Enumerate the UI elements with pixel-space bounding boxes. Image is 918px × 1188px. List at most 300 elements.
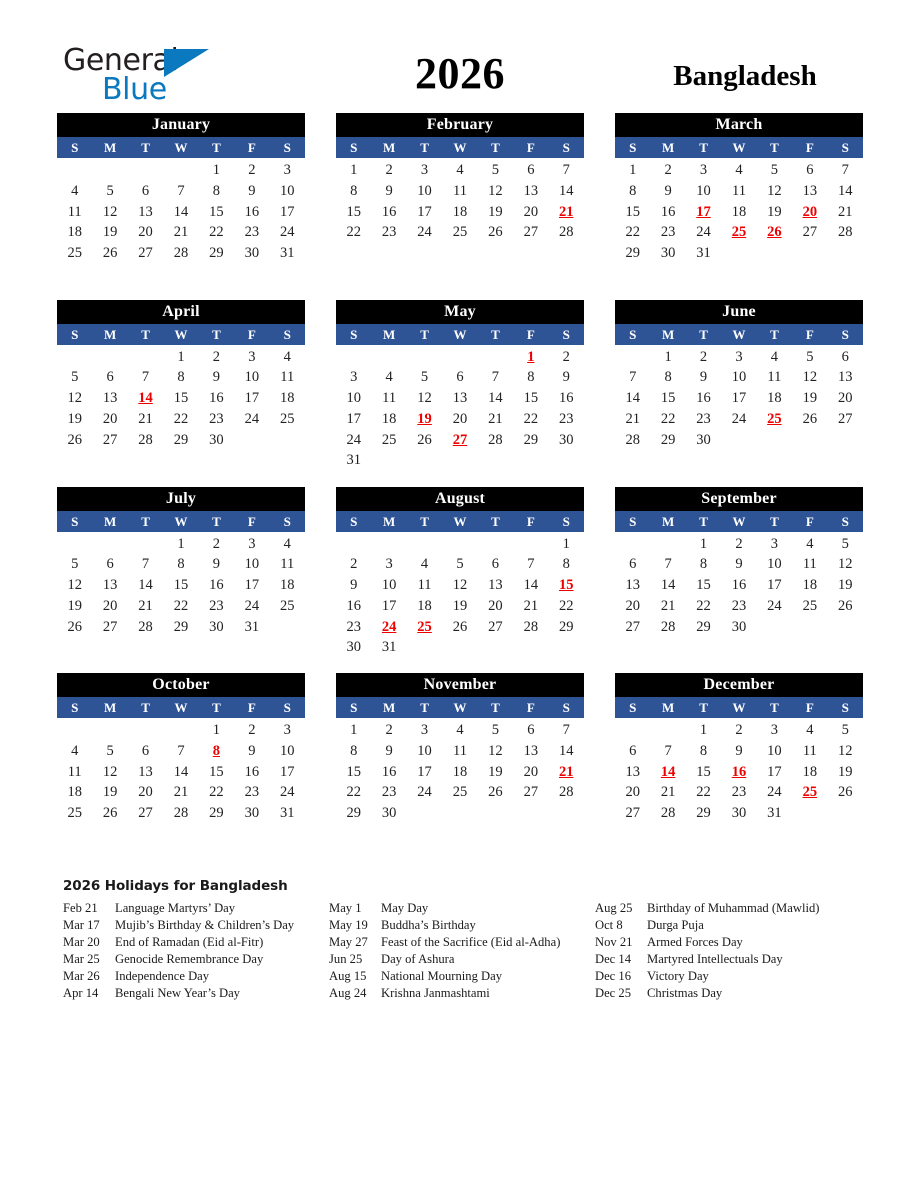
day-cell[interactable]: 10 xyxy=(279,742,295,759)
day-cell[interactable]: 18 xyxy=(67,224,82,241)
day-cell[interactable]: 22 xyxy=(346,224,361,241)
day-cell[interactable]: 28 xyxy=(138,618,153,635)
day-cell[interactable]: 21 xyxy=(660,784,676,801)
day-cell[interactable]: 26 xyxy=(837,784,853,801)
day-cell[interactable]: 5 xyxy=(806,348,814,365)
day-cell[interactable]: 12 xyxy=(67,577,82,594)
day-cell[interactable]: 17 xyxy=(417,763,432,780)
day-cell[interactable]: 5 xyxy=(491,722,500,738)
day-cell[interactable]: 14 xyxy=(558,742,574,759)
day-cell[interactable]: 6 xyxy=(527,162,535,178)
day-cell[interactable]: 11 xyxy=(452,182,467,199)
day-cell[interactable]: 17 xyxy=(767,577,782,594)
day-cell-holiday[interactable]: 25 xyxy=(731,224,747,241)
day-cell[interactable]: 28 xyxy=(138,431,153,448)
day-cell[interactable]: 4 xyxy=(806,722,814,738)
day-cell[interactable]: 8 xyxy=(350,742,358,759)
day-cell[interactable]: 15 xyxy=(523,390,539,407)
day-cell[interactable]: 15 xyxy=(173,577,189,594)
day-cell[interactable]: 2 xyxy=(664,162,672,178)
day-cell[interactable]: 24 xyxy=(731,410,747,427)
day-cell[interactable]: 27 xyxy=(625,618,640,635)
day-cell[interactable]: 18 xyxy=(279,577,295,594)
day-cell[interactable]: 30 xyxy=(381,805,397,822)
day-cell[interactable]: 9 xyxy=(350,577,358,594)
day-cell[interactable]: 22 xyxy=(558,597,574,614)
day-cell[interactable]: 10 xyxy=(767,742,782,759)
day-cell[interactable]: 11 xyxy=(802,742,817,759)
day-cell[interactable]: 17 xyxy=(417,203,432,220)
day-cell[interactable]: 14 xyxy=(523,577,539,594)
day-cell[interactable]: 4 xyxy=(385,369,393,386)
day-cell[interactable]: 26 xyxy=(837,597,853,614)
day-cell[interactable]: 9 xyxy=(212,556,221,573)
day-cell[interactable]: 4 xyxy=(770,348,779,365)
day-cell[interactable]: 4 xyxy=(456,722,464,738)
day-cell[interactable]: 9 xyxy=(248,742,256,759)
day-cell[interactable]: 29 xyxy=(696,805,711,822)
day-cell[interactable]: 30 xyxy=(209,618,224,635)
day-cell[interactable]: 16 xyxy=(696,390,711,407)
day-cell[interactable]: 1 xyxy=(699,535,708,552)
day-cell[interactable]: 31 xyxy=(696,245,711,262)
day-cell[interactable]: 11 xyxy=(767,369,782,386)
day-cell[interactable]: 11 xyxy=(802,556,817,573)
day-cell[interactable]: 3 xyxy=(420,722,429,738)
day-cell[interactable]: 31 xyxy=(346,452,361,469)
day-cell[interactable]: 28 xyxy=(173,245,189,262)
day-cell[interactable]: 6 xyxy=(527,722,535,738)
day-cell[interactable]: 13 xyxy=(625,763,640,780)
day-cell[interactable]: 22 xyxy=(346,784,361,801)
day-cell[interactable]: 28 xyxy=(660,805,676,822)
day-cell[interactable]: 6 xyxy=(106,556,114,573)
day-cell[interactable]: 16 xyxy=(558,390,574,407)
day-cell[interactable]: 5 xyxy=(106,182,114,199)
day-cell[interactable]: 13 xyxy=(138,763,153,780)
day-cell[interactable]: 2 xyxy=(562,348,570,365)
day-cell[interactable]: 13 xyxy=(488,577,503,594)
day-cell[interactable]: 13 xyxy=(837,369,853,386)
day-cell[interactable]: 31 xyxy=(279,805,295,822)
day-cell[interactable]: 30 xyxy=(346,639,361,656)
day-cell[interactable]: 7 xyxy=(562,162,570,178)
day-cell[interactable]: 3 xyxy=(385,556,393,573)
day-cell[interactable]: 13 xyxy=(102,577,118,594)
day-cell-holiday[interactable]: 20 xyxy=(802,203,818,220)
day-cell[interactable]: 8 xyxy=(177,556,185,573)
day-cell[interactable]: 18 xyxy=(731,203,747,220)
day-cell[interactable]: 4 xyxy=(71,182,79,199)
day-cell[interactable]: 7 xyxy=(527,556,535,573)
day-cell[interactable]: 19 xyxy=(767,203,782,220)
day-cell[interactable]: 15 xyxy=(209,763,224,780)
day-cell[interactable]: 6 xyxy=(629,556,637,573)
day-cell[interactable]: 3 xyxy=(283,722,291,738)
day-cell[interactable]: 2 xyxy=(350,556,358,573)
day-cell[interactable]: 22 xyxy=(696,597,711,614)
day-cell[interactable]: 11 xyxy=(280,369,295,386)
day-cell[interactable]: 9 xyxy=(735,742,743,759)
day-cell[interactable]: 11 xyxy=(417,577,432,594)
day-cell[interactable]: 25 xyxy=(452,224,468,241)
day-cell[interactable]: 2 xyxy=(248,722,256,738)
day-cell[interactable]: 19 xyxy=(102,784,118,801)
day-cell[interactable]: 14 xyxy=(173,203,189,220)
day-cell[interactable]: 30 xyxy=(558,431,574,448)
day-cell[interactable]: 18 xyxy=(67,784,82,801)
day-cell[interactable]: 6 xyxy=(456,369,464,386)
day-cell[interactable]: 1 xyxy=(212,162,221,178)
day-cell[interactable]: 9 xyxy=(699,369,708,386)
day-cell[interactable]: 20 xyxy=(138,784,153,801)
day-cell[interactable]: 7 xyxy=(491,369,500,386)
day-cell-holiday[interactable]: 1 xyxy=(527,348,535,365)
day-cell[interactable]: 3 xyxy=(248,348,256,365)
day-cell[interactable]: 19 xyxy=(837,763,853,780)
day-cell[interactable]: 14 xyxy=(837,182,853,199)
day-cell[interactable]: 8 xyxy=(527,369,535,386)
day-cell-holiday[interactable]: 15 xyxy=(558,577,574,594)
day-cell[interactable]: 8 xyxy=(212,182,221,199)
day-cell[interactable]: 17 xyxy=(381,597,397,614)
day-cell[interactable]: 6 xyxy=(629,742,637,759)
day-cell[interactable]: 27 xyxy=(488,618,503,635)
day-cell[interactable]: 25 xyxy=(279,597,295,614)
day-cell[interactable]: 19 xyxy=(488,203,503,220)
day-cell[interactable]: 30 xyxy=(696,431,711,448)
day-cell[interactable]: 13 xyxy=(138,203,153,220)
day-cell[interactable]: 16 xyxy=(209,390,224,407)
day-cell[interactable]: 23 xyxy=(731,784,747,801)
day-cell[interactable]: 28 xyxy=(488,431,503,448)
day-cell[interactable]: 8 xyxy=(177,369,185,386)
day-cell[interactable]: 22 xyxy=(625,224,640,241)
day-cell[interactable]: 1 xyxy=(664,348,672,365)
day-cell[interactable]: 26 xyxy=(452,618,468,635)
day-cell[interactable]: 23 xyxy=(346,618,361,635)
day-cell[interactable]: 7 xyxy=(664,556,672,573)
day-cell[interactable]: 17 xyxy=(346,410,361,427)
day-cell[interactable]: 1 xyxy=(212,722,221,738)
day-cell[interactable]: 10 xyxy=(696,182,711,199)
day-cell[interactable]: 12 xyxy=(102,203,118,220)
day-cell[interactable]: 30 xyxy=(244,245,260,262)
day-cell[interactable]: 19 xyxy=(452,597,468,614)
day-cell[interactable]: 12 xyxy=(488,742,503,759)
day-cell[interactable]: 31 xyxy=(767,805,782,822)
day-cell[interactable]: 3 xyxy=(283,162,291,178)
day-cell[interactable]: 3 xyxy=(735,348,743,365)
day-cell[interactable]: 9 xyxy=(248,182,256,199)
day-cell[interactable]: 20 xyxy=(102,410,118,427)
day-cell[interactable]: 23 xyxy=(381,784,397,801)
day-cell[interactable]: 18 xyxy=(802,577,818,594)
day-cell[interactable]: 23 xyxy=(381,224,397,241)
day-cell[interactable]: 18 xyxy=(279,390,295,407)
day-cell[interactable]: 7 xyxy=(141,369,150,386)
day-cell[interactable]: 21 xyxy=(837,203,853,220)
day-cell[interactable]: 26 xyxy=(67,431,82,448)
day-cell[interactable]: 7 xyxy=(841,162,849,178)
day-cell-holiday[interactable]: 21 xyxy=(558,203,574,220)
day-cell[interactable]: 15 xyxy=(696,577,711,594)
day-cell[interactable]: 23 xyxy=(558,410,574,427)
day-cell[interactable]: 3 xyxy=(420,162,429,178)
day-cell[interactable]: 25 xyxy=(279,410,295,427)
day-cell[interactable]: 29 xyxy=(346,805,361,822)
day-cell[interactable]: 3 xyxy=(770,722,779,738)
day-cell[interactable]: 9 xyxy=(735,556,743,573)
day-cell[interactable]: 28 xyxy=(173,805,189,822)
day-cell[interactable]: 6 xyxy=(106,369,114,386)
day-cell[interactable]: 29 xyxy=(660,431,676,448)
day-cell[interactable]: 4 xyxy=(71,742,79,759)
day-cell[interactable]: 27 xyxy=(523,224,539,241)
day-cell[interactable]: 4 xyxy=(735,162,743,178)
day-cell[interactable]: 7 xyxy=(177,182,185,199)
day-cell[interactable]: 16 xyxy=(346,597,361,614)
day-cell[interactable]: 29 xyxy=(173,431,189,448)
day-cell-holiday[interactable]: 26 xyxy=(767,224,782,241)
day-cell[interactable]: 10 xyxy=(279,182,295,199)
day-cell[interactable]: 24 xyxy=(417,784,432,801)
day-cell[interactable]: 18 xyxy=(452,763,468,780)
day-cell[interactable]: 22 xyxy=(660,410,676,427)
day-cell-holiday[interactable]: 14 xyxy=(138,390,153,407)
day-cell[interactable]: 16 xyxy=(731,577,747,594)
day-cell[interactable]: 2 xyxy=(735,535,743,552)
day-cell[interactable]: 13 xyxy=(625,577,640,594)
day-cell[interactable]: 16 xyxy=(381,203,397,220)
day-cell[interactable]: 22 xyxy=(209,224,224,241)
day-cell[interactable]: 20 xyxy=(625,784,640,801)
day-cell[interactable]: 15 xyxy=(173,390,189,407)
day-cell[interactable]: 18 xyxy=(802,763,818,780)
day-cell[interactable]: 28 xyxy=(558,784,574,801)
day-cell[interactable]: 4 xyxy=(283,535,291,552)
day-cell[interactable]: 3 xyxy=(248,535,256,552)
day-cell[interactable]: 30 xyxy=(209,431,224,448)
day-cell[interactable]: 20 xyxy=(523,203,539,220)
day-cell[interactable]: 16 xyxy=(660,203,676,220)
day-cell[interactable]: 14 xyxy=(625,390,640,407)
day-cell[interactable]: 5 xyxy=(71,556,79,573)
day-cell[interactable]: 29 xyxy=(696,618,711,635)
day-cell[interactable]: 12 xyxy=(767,182,782,199)
day-cell[interactable]: 24 xyxy=(696,224,711,241)
day-cell[interactable]: 20 xyxy=(625,597,640,614)
day-cell-holiday[interactable]: 25 xyxy=(802,784,818,801)
day-cell[interactable]: 12 xyxy=(417,390,432,407)
day-cell[interactable]: 6 xyxy=(806,162,814,178)
day-cell[interactable]: 18 xyxy=(767,390,782,407)
day-cell[interactable]: 4 xyxy=(456,162,464,178)
day-cell[interactable]: 20 xyxy=(523,763,539,780)
day-cell[interactable]: 13 xyxy=(523,182,539,199)
day-cell[interactable]: 21 xyxy=(523,597,539,614)
day-cell[interactable]: 24 xyxy=(767,784,782,801)
day-cell[interactable]: 1 xyxy=(629,162,637,178)
day-cell[interactable]: 25 xyxy=(452,784,468,801)
day-cell[interactable]: 27 xyxy=(802,224,818,241)
day-cell[interactable]: 11 xyxy=(731,182,746,199)
day-cell[interactable]: 11 xyxy=(280,556,295,573)
day-cell[interactable]: 26 xyxy=(67,618,82,635)
day-cell[interactable]: 22 xyxy=(173,597,189,614)
day-cell[interactable]: 1 xyxy=(350,722,358,738)
day-cell[interactable]: 8 xyxy=(562,556,570,573)
day-cell[interactable]: 16 xyxy=(381,763,397,780)
day-cell[interactable]: 8 xyxy=(664,369,672,386)
day-cell[interactable]: 17 xyxy=(244,577,260,594)
day-cell[interactable]: 27 xyxy=(523,784,539,801)
day-cell[interactable]: 3 xyxy=(770,535,779,552)
day-cell[interactable]: 14 xyxy=(138,577,153,594)
day-cell[interactable]: 25 xyxy=(381,431,397,448)
day-cell[interactable]: 24 xyxy=(279,224,295,241)
day-cell[interactable]: 7 xyxy=(141,556,150,573)
day-cell[interactable]: 30 xyxy=(731,805,747,822)
day-cell[interactable]: 8 xyxy=(699,742,708,759)
day-cell[interactable]: 21 xyxy=(173,784,189,801)
day-cell[interactable]: 29 xyxy=(523,431,539,448)
day-cell[interactable]: 4 xyxy=(806,535,814,552)
day-cell[interactable]: 1 xyxy=(177,348,185,365)
day-cell[interactable]: 28 xyxy=(558,224,574,241)
day-cell[interactable]: 21 xyxy=(488,410,503,427)
day-cell[interactable]: 21 xyxy=(138,597,153,614)
day-cell[interactable]: 2 xyxy=(385,722,393,738)
day-cell[interactable]: 19 xyxy=(802,390,818,407)
day-cell[interactable]: 24 xyxy=(346,431,361,448)
day-cell[interactable]: 7 xyxy=(629,369,637,386)
day-cell[interactable]: 20 xyxy=(452,410,468,427)
day-cell[interactable]: 23 xyxy=(696,410,711,427)
day-cell[interactable]: 12 xyxy=(837,742,853,759)
day-cell[interactable]: 13 xyxy=(452,390,468,407)
day-cell[interactable]: 26 xyxy=(102,805,118,822)
day-cell-holiday[interactable]: 14 xyxy=(660,763,676,780)
day-cell[interactable]: 6 xyxy=(491,556,500,573)
day-cell[interactable]: 1 xyxy=(562,535,570,552)
day-cell[interactable]: 21 xyxy=(660,597,676,614)
day-cell[interactable]: 24 xyxy=(767,597,782,614)
day-cell[interactable]: 9 xyxy=(385,742,393,759)
day-cell-holiday[interactable]: 8 xyxy=(212,742,221,759)
day-cell[interactable]: 19 xyxy=(67,410,82,427)
day-cell[interactable]: 22 xyxy=(696,784,711,801)
day-cell[interactable]: 2 xyxy=(699,348,708,365)
day-cell[interactable]: 27 xyxy=(625,805,640,822)
day-cell[interactable]: 13 xyxy=(523,742,539,759)
day-cell[interactable]: 20 xyxy=(138,224,153,241)
day-cell[interactable]: 29 xyxy=(209,245,224,262)
day-cell[interactable]: 3 xyxy=(350,369,358,386)
day-cell[interactable]: 2 xyxy=(212,535,221,552)
day-cell[interactable]: 25 xyxy=(67,245,82,262)
day-cell-holiday[interactable]: 25 xyxy=(417,618,432,635)
day-cell[interactable]: 10 xyxy=(767,556,782,573)
day-cell[interactable]: 16 xyxy=(244,763,260,780)
day-cell[interactable]: 30 xyxy=(660,245,676,262)
day-cell[interactable]: 15 xyxy=(625,203,640,220)
day-cell[interactable]: 26 xyxy=(417,431,432,448)
day-cell[interactable]: 28 xyxy=(523,618,539,635)
day-cell[interactable]: 29 xyxy=(625,245,640,262)
day-cell[interactable]: 2 xyxy=(735,722,743,738)
day-cell[interactable]: 2 xyxy=(385,162,393,178)
day-cell[interactable]: 26 xyxy=(802,410,818,427)
day-cell[interactable]: 28 xyxy=(660,618,676,635)
day-cell[interactable]: 11 xyxy=(382,390,397,407)
day-cell[interactable]: 19 xyxy=(67,597,82,614)
day-cell[interactable]: 23 xyxy=(660,224,676,241)
day-cell[interactable]: 6 xyxy=(141,182,150,199)
day-cell[interactable]: 12 xyxy=(452,577,468,594)
day-cell[interactable]: 28 xyxy=(837,224,853,241)
day-cell[interactable]: 23 xyxy=(244,784,260,801)
day-cell[interactable]: 7 xyxy=(177,742,185,759)
day-cell[interactable]: 26 xyxy=(488,784,503,801)
day-cell[interactable]: 27 xyxy=(102,431,118,448)
day-cell[interactable]: 12 xyxy=(488,182,503,199)
day-cell[interactable]: 3 xyxy=(699,162,708,178)
day-cell[interactable]: 5 xyxy=(841,722,849,738)
day-cell[interactable]: 15 xyxy=(696,763,711,780)
day-cell[interactable]: 20 xyxy=(488,597,503,614)
day-cell[interactable]: 10 xyxy=(244,369,260,386)
day-cell[interactable]: 27 xyxy=(138,245,153,262)
day-cell-holiday[interactable]: 27 xyxy=(452,431,468,448)
day-cell[interactable]: 5 xyxy=(71,369,79,386)
day-cell[interactable]: 11 xyxy=(67,203,82,220)
day-cell[interactable]: 27 xyxy=(102,618,118,635)
day-cell-holiday[interactable]: 19 xyxy=(417,410,432,427)
day-cell[interactable]: 8 xyxy=(699,556,708,573)
day-cell[interactable]: 10 xyxy=(731,369,747,386)
day-cell[interactable]: 5 xyxy=(106,742,114,759)
day-cell[interactable]: 22 xyxy=(173,410,189,427)
day-cell[interactable]: 15 xyxy=(346,763,361,780)
day-cell[interactable]: 19 xyxy=(488,763,503,780)
day-cell-holiday[interactable]: 17 xyxy=(696,203,711,220)
day-cell[interactable]: 5 xyxy=(491,162,500,178)
day-cell[interactable]: 31 xyxy=(244,618,260,635)
day-cell[interactable]: 9 xyxy=(562,369,570,386)
day-cell[interactable]: 8 xyxy=(350,182,358,199)
day-cell[interactable]: 2 xyxy=(248,162,256,178)
day-cell[interactable]: 10 xyxy=(417,742,432,759)
day-cell[interactable]: 12 xyxy=(67,390,82,407)
day-cell[interactable]: 24 xyxy=(244,597,260,614)
day-cell[interactable]: 17 xyxy=(244,390,260,407)
day-cell[interactable]: 4 xyxy=(420,556,429,573)
day-cell[interactable]: 23 xyxy=(244,224,260,241)
day-cell[interactable]: 31 xyxy=(279,245,295,262)
day-cell[interactable]: 14 xyxy=(660,577,676,594)
day-cell[interactable]: 22 xyxy=(523,410,539,427)
day-cell[interactable]: 21 xyxy=(625,410,640,427)
day-cell[interactable]: 17 xyxy=(279,763,295,780)
day-cell[interactable]: 15 xyxy=(209,203,224,220)
day-cell[interactable]: 26 xyxy=(102,245,118,262)
day-cell[interactable]: 12 xyxy=(802,369,818,386)
day-cell[interactable]: 29 xyxy=(209,805,224,822)
day-cell[interactable]: 8 xyxy=(629,182,637,199)
day-cell[interactable]: 7 xyxy=(562,722,570,738)
day-cell[interactable]: 16 xyxy=(209,577,224,594)
